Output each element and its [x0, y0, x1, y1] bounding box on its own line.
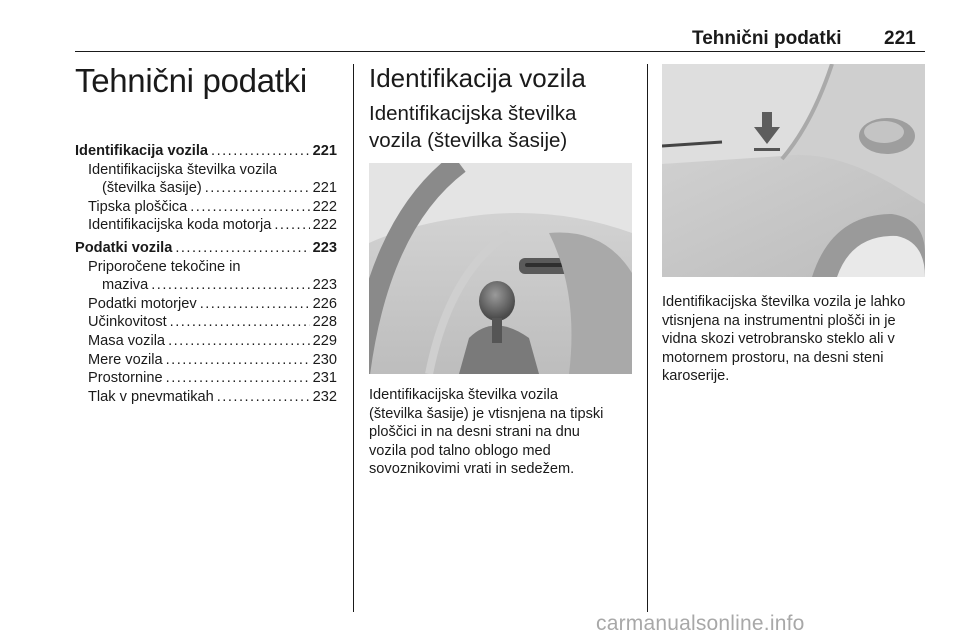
toc-page: 222: [312, 217, 337, 234]
chapter-title: Tehnični podatki: [75, 62, 307, 99]
toc-leader: [205, 179, 310, 198]
section-title: Identifikacija vozila: [369, 63, 586, 93]
toc-entry[interactable]: [75, 179, 337, 198]
toc-entry[interactable]: [75, 351, 337, 370]
toc-label: Identifikacijska številka vozila: [88, 161, 277, 178]
toc-leader: [200, 295, 310, 314]
column-divider-left: [353, 64, 354, 612]
toc-page: 223: [312, 277, 337, 294]
toc-label: Podatki vozila: [75, 239, 173, 256]
toc-leader: [170, 313, 310, 332]
toc-entry[interactable]: [75, 216, 337, 235]
toc-label: Identifikacija vozila: [75, 143, 209, 159]
text-line: ploščici in na desni strani na dnu: [369, 424, 580, 441]
header-rule: [75, 51, 925, 52]
table-of-contents: [75, 142, 337, 406]
toc-page: 232: [312, 388, 337, 405]
text-line: Identifikacijska številka vozila: [369, 387, 558, 403]
toc-page: 223: [312, 239, 337, 256]
toc-label: Tlak v pnevmatikah: [88, 388, 214, 405]
toc-label: Tipska ploščica: [88, 198, 188, 215]
subsection-title: [369, 100, 629, 154]
toc-page: 221: [312, 143, 337, 159]
toc-entry[interactable]: [75, 161, 337, 180]
toc-entry[interactable]: [75, 313, 337, 332]
toc-leader: [166, 351, 310, 370]
toc-label: Masa vozila: [88, 332, 166, 349]
toc-page: 221: [312, 180, 337, 197]
toc-leader: [151, 276, 309, 295]
toc-label: maziva: [102, 277, 149, 294]
text-line: sovoznikovimi vrati in sedežem.: [369, 461, 575, 478]
windshield-illustration: [662, 64, 925, 277]
watermark: carmanualsonline.info: [596, 612, 805, 635]
vin-floor-photo: [369, 163, 632, 374]
toc-page: 230: [312, 351, 337, 368]
windshield-vin-photo: [662, 64, 925, 277]
toc-leader: [211, 142, 310, 161]
toc-page: 229: [312, 332, 337, 349]
toc-label: Učinkovitost: [88, 314, 167, 331]
toc-leader: [217, 388, 310, 407]
text-line: vidna skozi vetrobransko steklo ali v: [662, 331, 895, 348]
toc-leader: [168, 332, 310, 351]
text-line: motornem prostoru, na desni steni: [662, 349, 884, 366]
interior-illustration: [369, 163, 632, 374]
text-line: vozila pod talno oblogo med: [369, 442, 551, 459]
page-number: 221: [884, 28, 916, 49]
toc-leader: [190, 198, 309, 217]
text-line: (številka šasije) je vtisnjena na tipski: [369, 405, 604, 422]
vin-location-text: [369, 386, 639, 479]
toc-label: Prostornine: [88, 370, 163, 387]
toc-label: Podatki motorjev: [88, 295, 197, 312]
toc-entry[interactable]: [75, 295, 337, 314]
toc-page: 226: [312, 295, 337, 312]
toc-leader: [274, 216, 309, 235]
text-line: karoserije.: [662, 368, 730, 385]
toc-entry[interactable]: [75, 388, 337, 407]
toc-leader: [166, 369, 310, 388]
toc-label: Mere vozila: [88, 351, 163, 368]
toc-page: 222: [312, 198, 337, 215]
running-header-title: Tehnični podatki: [692, 28, 842, 49]
toc-entry[interactable]: [75, 239, 337, 258]
toc-entry[interactable]: [75, 258, 337, 277]
toc-leader: [175, 239, 309, 258]
column-divider-right: [647, 64, 648, 612]
vin-windshield-text: [662, 293, 937, 386]
toc-page: 231: [312, 370, 337, 387]
text-line: Identifikacijska številka vozila je lahko: [662, 294, 906, 310]
text-line: vtisnjena na instrumentni plošči in je: [662, 312, 896, 329]
toc-entry[interactable]: [75, 369, 337, 388]
toc-entry[interactable]: [75, 276, 337, 295]
toc-label: (številka šasije): [102, 180, 202, 197]
toc-page: 228: [312, 314, 337, 331]
toc-label: Priporočene tekočine in: [88, 258, 241, 275]
subsection-title-line: vozila (številka šasije): [369, 129, 568, 152]
subsection-title-line: Identifikacijska številka: [369, 102, 577, 125]
toc-entry[interactable]: [75, 332, 337, 351]
toc-entry[interactable]: [75, 198, 337, 217]
toc-label: Identifikacijska koda motorja: [88, 217, 272, 234]
toc-entry[interactable]: [75, 142, 337, 161]
